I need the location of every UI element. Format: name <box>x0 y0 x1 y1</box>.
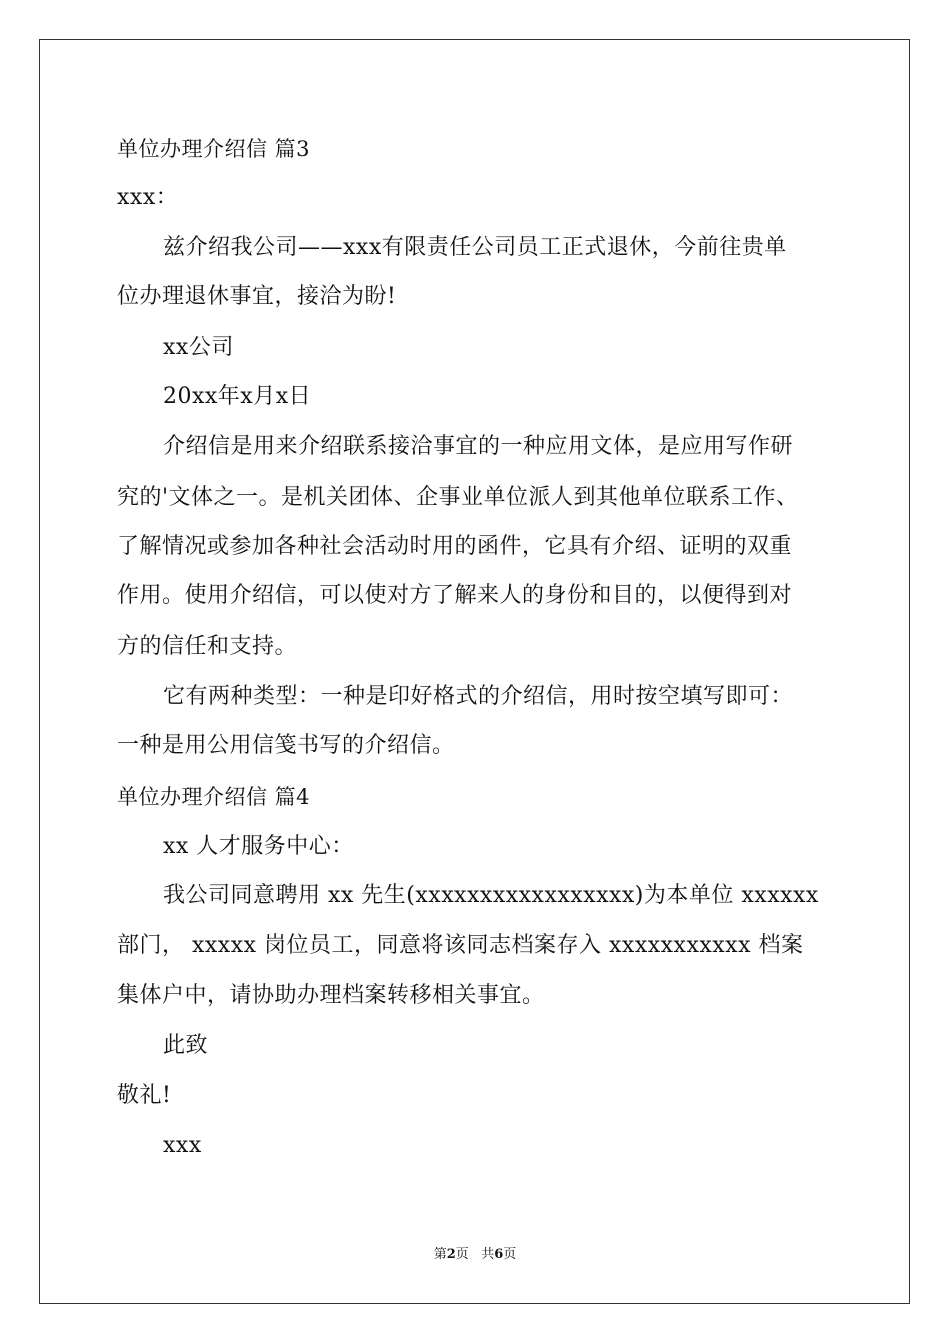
page-number: 2 <box>446 1247 456 1262</box>
body-line: 部门， xxxxx 岗位员工，同意将该同志档案存入 xxxxxxxxxxx 档案 <box>117 933 804 958</box>
section-heading-3: 单位办理介绍信 篇3 <box>117 137 311 161</box>
total-suffix: 页 <box>503 1247 517 1262</box>
closing-line-2: 敬礼! <box>117 1083 172 1108</box>
body-line: 一种是用公用信笺书写的介绍信。 <box>117 733 455 758</box>
body-line: 了解情况或参加各种社会活动时用的函件，它具有介绍、证明的双重 <box>117 534 793 559</box>
body-line: 作用。使用介绍信，可以使对方了解来人的身份和目的，以便得到对 <box>117 583 793 608</box>
page-footer <box>0 1246 950 1264</box>
body-line: 它有两种类型：一种是印好格式的介绍信，用时按空填写即可： <box>163 684 794 709</box>
page-suffix: 页 <box>455 1247 469 1262</box>
body-line: 集体户中，请协助办理档案转移相关事宜。 <box>117 983 545 1008</box>
body-line: 位办理退休事宜，接洽为盼! <box>117 284 397 309</box>
signature-date: 20xx年x月x日 <box>163 384 312 409</box>
page-border <box>39 39 910 1304</box>
salutation-4: xx 人才服务中心： <box>163 834 354 859</box>
signature: xxx <box>163 1133 202 1158</box>
total-prefix: 共 <box>481 1247 495 1262</box>
page-prefix: 第 <box>433 1247 447 1262</box>
page-total: 6 <box>494 1247 504 1262</box>
body-line: 究的'文体之一。是机关团体、企事业单位派人到其他单位联系工作、 <box>117 485 799 510</box>
section-heading-4: 单位办理介绍信 篇4 <box>117 785 311 809</box>
signature-company: xx公司 <box>163 335 234 360</box>
body-line: 方的信任和支持。 <box>117 634 298 659</box>
salutation-3: xxx： <box>117 185 179 210</box>
body-line: 我公司同意聘用 xx 先生(xxxxxxxxxxxxxxxxx)为本单位 xxxxxx <box>163 883 819 908</box>
body-line: 介绍信是用来介绍联系接洽事宜的一种应用文体，是应用写作研 <box>163 434 794 459</box>
body-line: 兹介绍我公司——xxx有限责任公司员工正式退休，今前往贵单 <box>163 235 787 260</box>
closing-line-1: 此致 <box>163 1033 209 1058</box>
